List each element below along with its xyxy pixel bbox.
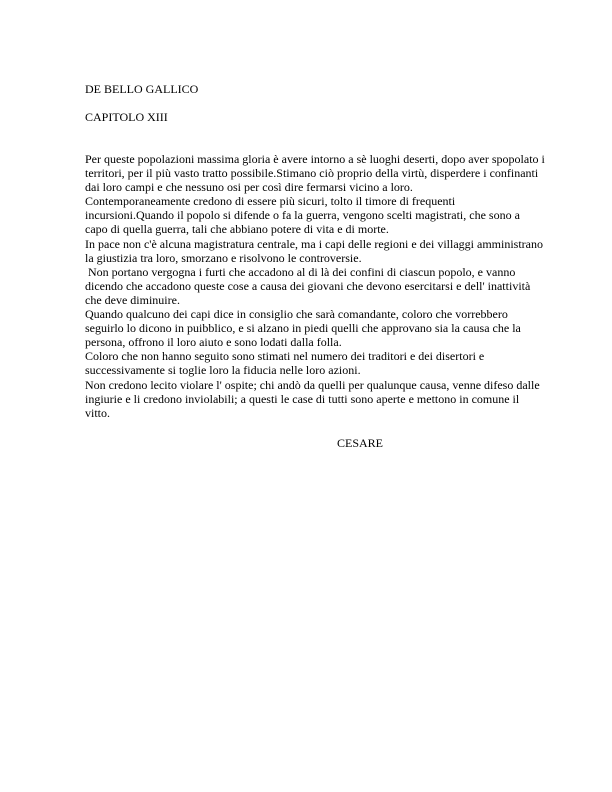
body-text bbox=[85, 152, 545, 420]
paragraph: Coloro che non hanno seguito sono stimati nel numero dei traditori e dei disertori e successivamente si toglie loro la fiducia nelle loro azioni. bbox=[85, 349, 485, 378]
paragraph: Per queste popolazioni massima gloria è avere intorno a sè luoghi deserti, dopo aver spopolato i territori, per il più vasto tratto possibile.Stimano ciò proprio della virtù, disperdere i confinanti dai loro campi e che nessuno osi per così dire fermarsi vicino a loro. bbox=[85, 152, 545, 195]
author-signature: CESARE bbox=[337, 436, 384, 450]
paragraph: Non portano vergogna i furti che accadono al di là dei confini di ciascun popolo, e vanno dicendo che accadono queste cose a causa dei giovani che devono esercitarsi e dell' inattività che deve diminuire. bbox=[85, 264, 534, 307]
paragraph: Contemporaneamente credono di essere più sicuri, tolto il timore di frequenti incursioni.Quando il popolo si difende o fa la guerra, vengono scelti magistrati, che sono a capo di quella guerra, tali che abbiano potere di vita e di morte. bbox=[85, 194, 520, 237]
paragraph: In pace non c'è alcuna magistratura centrale, ma i capi delle regioni e dei villaggi amministrano la giustizia tra loro, smorzano e risolvono le controversie. bbox=[85, 236, 543, 265]
paragraph: Non credono lecito violare l' ospite; chi andò da quelli per qualunque causa, venne difeso dalle ingiurie e li credono inviolabili; a questi le case di tutti sono aperte e mettono in comune il vitto. bbox=[85, 377, 540, 420]
document-title: DE BELLO GALLICO bbox=[85, 82, 199, 96]
chapter-heading: CAPITOLO XIII bbox=[85, 110, 168, 124]
paragraph: Quando qualcuno dei capi dice in consiglio che sarà comandante, coloro che vorrebbero seguirlo lo dicono in puibblico, e si alzano in piedi quelli che approvano sia la causa che la persona, offrono il loro aiuto e sono lodati dalla folla. bbox=[85, 307, 521, 350]
